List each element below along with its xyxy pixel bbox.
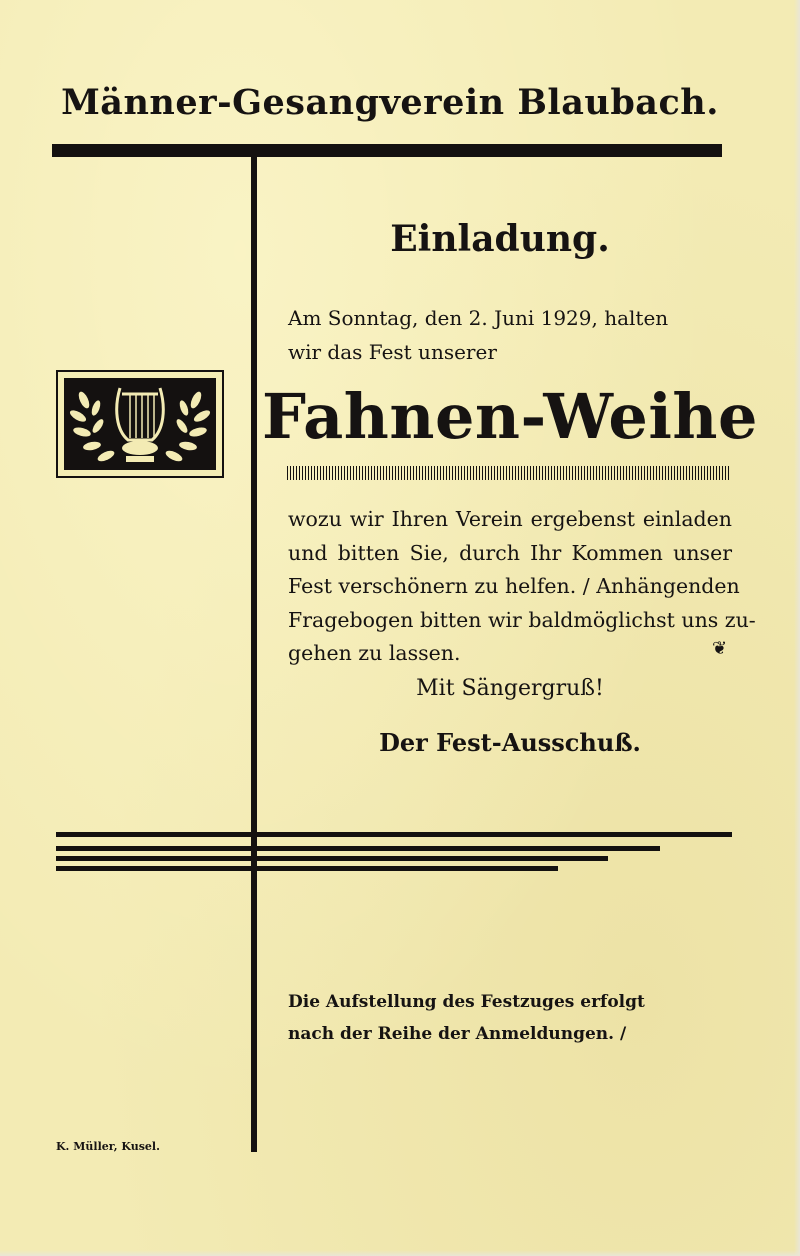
paper-edge-bottom: [0, 1250, 800, 1256]
decorative-bar-4: [56, 866, 558, 871]
hatched-rule: [287, 466, 731, 480]
note-line-1: Die Aufstellung des Festzuges erfolgt: [288, 992, 645, 1012]
note-line-2: nach der Reihe der Anmeldungen. /: [288, 1024, 627, 1044]
intro-line-2: wir das Fest unserer: [288, 340, 497, 364]
decorative-bar-3: [56, 856, 608, 861]
paper-edge-right: [794, 0, 800, 1256]
paragraph-line: wozu wir Ihren Verein ergebenst einladen: [288, 507, 732, 531]
paragraph-line: gehen zu lassen.: [288, 641, 461, 665]
signature: Der Fest-Ausschuß.: [379, 728, 641, 757]
paragraph-line: und bitten Sie, durch Ihr Kommen unser: [288, 540, 732, 565]
paragraph-line: Fest verschönern zu helfen. / Anhängenden: [288, 574, 740, 598]
greeting: Mit Sängergruß!: [416, 676, 604, 701]
fleuron-ornament-icon: ❦: [712, 638, 728, 659]
intro-line-1: Am Sonntag, den 2. Juni 1929, halten: [288, 306, 669, 330]
society-heading: Männer-Gesangverein Blaubach.: [61, 82, 719, 123]
invitation-title: Einladung.: [390, 218, 610, 260]
top-rule: [52, 144, 722, 157]
invitation-paragraph: [288, 503, 756, 671]
event-title: Fahnen-Weihe: [262, 380, 758, 453]
paragraph-line: Fragebogen bitten wir baldmöglichst uns zu-: [288, 607, 756, 632]
vertical-rule: [251, 144, 257, 1152]
procession-note: [288, 986, 645, 1050]
printer-imprint: K. Müller, Kusel.: [56, 1140, 160, 1153]
decorative-bar-1: [56, 832, 732, 837]
lyre-laurel-emblem-icon: [56, 370, 224, 478]
decorative-bar-2: [56, 846, 660, 851]
